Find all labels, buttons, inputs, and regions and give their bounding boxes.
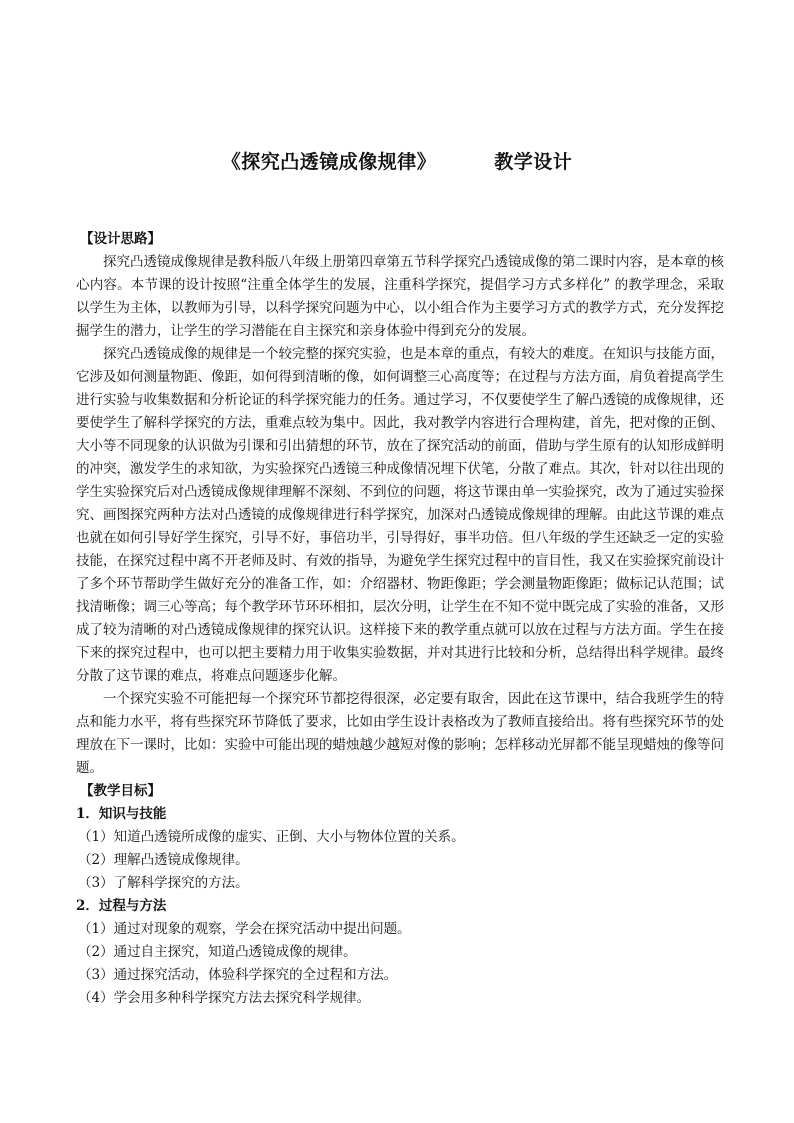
paragraph: 探究凸透镜成像的规律是一个较完整的探究实验，也是本章的重点，有较大的难度。在知识与技能方面，它涉及如何测量物距、像距，如何得到清晰的像，如何调整三心高度等；在过程与方法方面，肩负着提高学生进行实验与收集数据和分析论证的科学探究能力的任务。通过学习，不仅要使学生了解凸透镜的成像规律，还要使学生了解科学探究的方法，重难点较为集中。因此，我对教学内容进行合理构建，首先，把对像的正倒、大小等不同现象的认识做为引课和引出猜想的环节，放在了探究活动的前面，借助与学生原有的认知形成鲜明的冲突，激发学生的求知欲，为实验探究凸透镜三种成像情况埋下伏笔，分散了难点。其次，针对以往出现的学生实验探究后对凸透镜成像规律理解不深刻、不到位的问题，将这节课由单一实验探究，改为了通过实验探究、画图探究两种方法对凸透镜的成像规律进行科学探究，加深对凸透镜成像规律的理解。由此这节课的难点也就在如何引导好学生探究，引导不好，事倍功半，引导得好，事半功倍。但八年级的学生还缺乏一定的实验技能，在探究过程中离不开老师及时、有效的指导，为避免学生探究过程中的盲目性，我又在实验探究前设计了多个环节帮助学生做好充分的准备工作，如：介绍器材、物距像距；学会测量物距像距；做标记认范围；试找清晰像；调三心等高；每个教学环节环环相扣，层次分明，让学生在不知不觉中既完成了实验的准备，又形成了较为清晰的对凸透镜成像规律的探究认识。这样接下来的教学重点就可以放在过程与方法方面。学生在接下来的探究过程中，也可以把主要精力用于收集实验数据，并对其进行比较和分析，总结得出科学规律。最终分散了这节课的难点，将难点问题逐步化解。 xyxy=(76,346,724,684)
list-item: （3）通过探究活动，体验科学探究的全过程和方法。 xyxy=(78,967,398,983)
list-item: （1）通过对现象的观察，学会在探究活动中提出问题。 xyxy=(78,921,411,937)
subsection-process-methods: 2．过程与方法 xyxy=(76,898,167,914)
list-item: （4）学会用多种科学探究方法去探究科学规律。 xyxy=(78,990,371,1006)
list-item: （2）通过自主探究，知道凸透镜成像的规律。 xyxy=(78,944,357,960)
paragraph: 探究凸透镜成像规律是教科版八年级上册第四章第五节科学探究凸透镜成像的第二课时内容，是本章的核心内容。本节课的设计按照“注重全体学生的发展，注重科学探究，提倡学习方式多样化” 的教学理念，采取以学生为主体，以教师为引导，以科学探究问题为中心，以小组合作为主要学习方式的教学方式，充分发挥挖掘学生的潜力，让学生的学习潜能在自主探究和亲身体验中得到充分的发展。 xyxy=(76,254,724,339)
list-item: （1）知道凸透镜所成像的虚实、正倒、大小与物体位置的关系。 xyxy=(78,829,465,845)
list-item: （3）了解科学探究的方法。 xyxy=(78,875,249,891)
list-item: （2）理解凸透镜成像规律。 xyxy=(78,852,249,868)
subsection-knowledge-skills: 1．知识与技能 xyxy=(76,806,167,822)
title-main: 《探究凸透镜成像规律》 xyxy=(221,151,437,173)
document-body xyxy=(76,228,724,1010)
section-heading-design-idea: 【设计思路】 xyxy=(80,231,161,247)
title-suffix: 教学设计 xyxy=(494,151,573,173)
document-title xyxy=(0,147,794,174)
paragraph: 一个探究实验不可能把每一个探究环节都挖得很深，必定要有取舍，因此在这节课中，结合我班学生的特点和能力水平，将有些探究环节降低了要求，比如由学生设计表格改为了教师直接给出。将有些探究环节的处理放在下一课时，比如：实验中可能出现的蜡烛越少越短对像的影响；怎样移动光屏都不能呈现蜡烛的像等问题。 xyxy=(76,691,724,776)
section-heading-teaching-goals: 【教学目标】 xyxy=(80,783,161,799)
